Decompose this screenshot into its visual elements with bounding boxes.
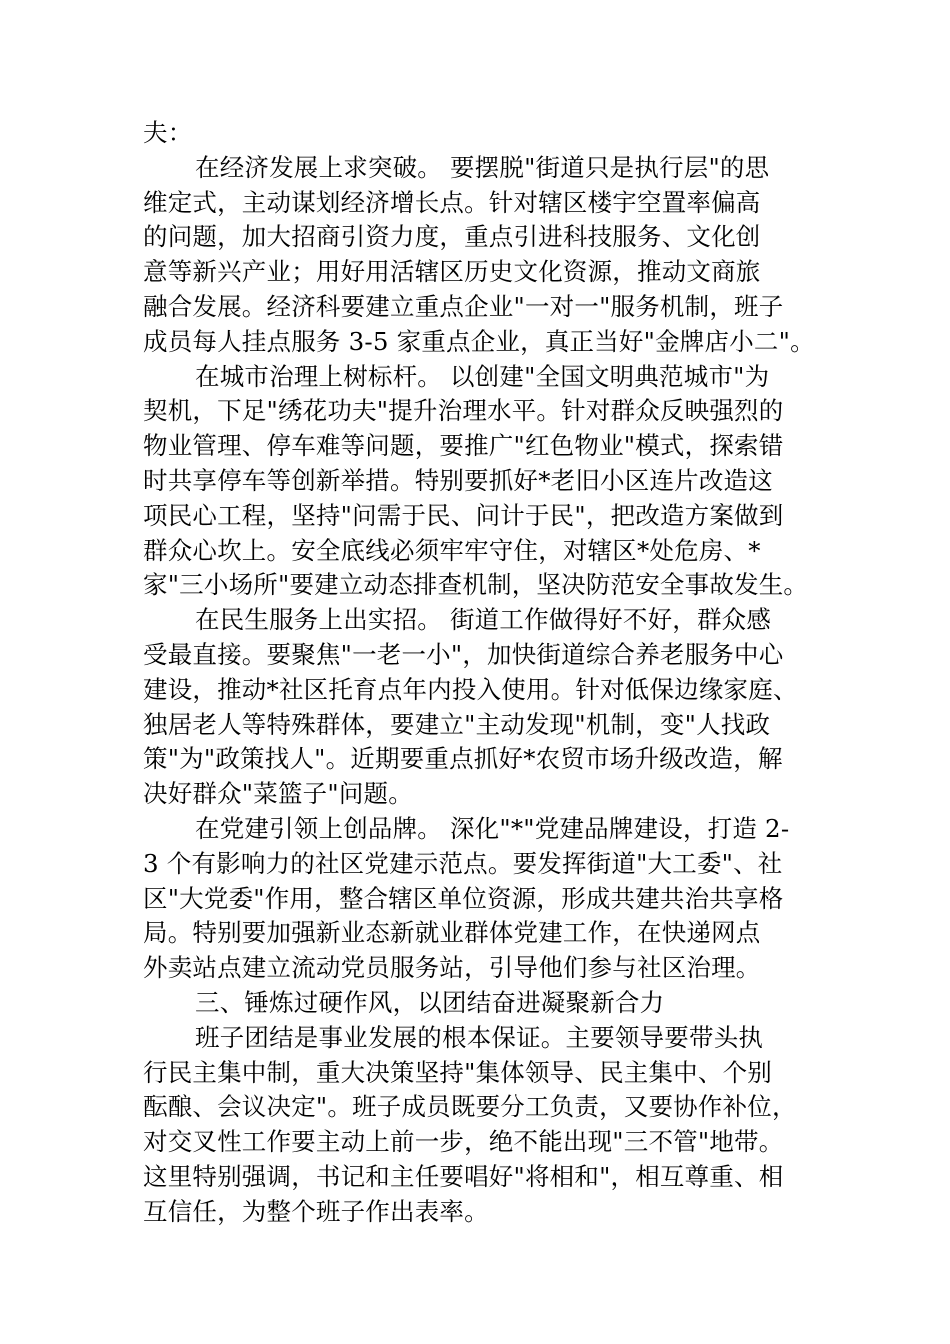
text-line: 成员每人挂点服务 3-5 家重点企业，真正当好"金牌店小二"。 — [143, 326, 815, 356]
text-line: 维定式，主动谋划经济增长点。针对辖区楼宇空置率偏高 — [143, 187, 761, 217]
text-line: 行民主集中制，重大决策坚持"集体领导、民主集中、个别 — [143, 1057, 772, 1087]
text-line: 三、锤炼过硬作风，以团结奋进凝聚新合力 — [195, 987, 665, 1017]
text-line: 在城市治理上树标杆。 以创建"全国文明典范城市"为 — [195, 361, 770, 391]
document-body — [143, 116, 813, 1230]
text-line: 局。特别要加强新业态新就业群体党建工作，在快递网点 — [143, 918, 761, 948]
text-line: 物业管理、停车难等问题，要推广"红色物业"模式，探索错 — [143, 431, 784, 461]
text-line: 班子团结是事业发展的根本保证。主要领导要带头执 — [195, 1022, 764, 1052]
text-line: 策"为"政策找人"。近期要重点抓好*农贸市场升级改造，解 — [143, 744, 783, 774]
text-line: 互信任，为整个班子作出表率。 — [143, 1196, 489, 1226]
text-line: 的问题，加大招商引资力度，重点引进科技服务、文化创 — [143, 222, 761, 252]
text-line: 意等新兴产业；用好用活辖区历史文化资源，推动文商旅 — [143, 257, 761, 287]
text-line: 决好群众"菜篮子"问题。 — [143, 779, 413, 809]
text-line: 这里特别强调，书记和主任要唱好"将相和"，相互尊重、相 — [143, 1161, 784, 1191]
text-line: 时共享停车等创新举措。特别要抓好*老旧小区连片改造这 — [143, 465, 773, 495]
text-line: 独居老人等特殊群体，要建立"主动发现"机制，变"人找政 — [143, 709, 771, 739]
text-line: 酝酿、会议决定"。班子成员既要分工负责，又要协作补位， — [143, 1092, 797, 1122]
text-line: 区"大党委"作用，整合辖区单位资源，形成共建共治共享格 — [143, 883, 784, 913]
text-line: 项民心工程，坚持"问需于民、问计于民"，把改造方案做到 — [143, 500, 784, 530]
text-line: 在党建引领上创品牌。 深化"*"党建品牌建设，打造 2- — [195, 813, 790, 843]
text-line: 受最直接。要聚焦"一老一小"，加快街道综合养老服务中心 — [143, 639, 784, 669]
text-line: 在民生服务上出实招。 街道工作做得好不好，群众感 — [195, 605, 772, 635]
text-line: 群众心坎上。安全底线必须牢牢守住，对辖区*处危房、* — [143, 535, 761, 565]
text-line: 融合发展。经济科要建立重点企业"一对一"服务机制，班子 — [143, 291, 784, 321]
text-line: 外卖站点建立流动党员服务站，引导他们参与社区治理。 — [143, 953, 761, 983]
text-line: 3 个有影响力的社区党建示范点。要发挥街道"大工委"、社 — [143, 848, 783, 878]
text-line: 契机，下足"绣花功夫"提升治理水平。针对群众反映强烈的 — [143, 396, 784, 426]
text-line: 在经济发展上求突破。 要摆脱"街道只是执行层"的思 — [195, 152, 770, 182]
text-line: 建设，推动*社区托育点年内投入使用。针对低保边缘家庭、 — [143, 674, 798, 704]
text-line: 家"三小场所"要建立动态排查机制，坚决防范安全事故发生。 — [143, 570, 809, 600]
text-line: 对交叉性工作要主动上前一步，绝不能出现"三不管"地带。 — [143, 1127, 784, 1157]
text-line: 夫： — [143, 118, 193, 147]
